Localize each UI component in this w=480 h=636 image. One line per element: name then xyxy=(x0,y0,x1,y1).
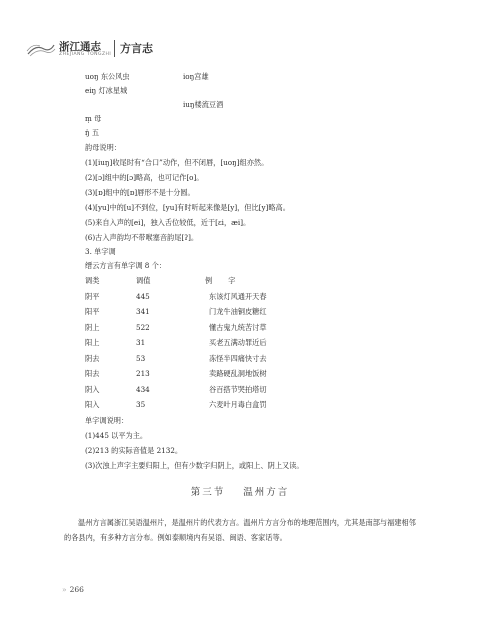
finals-note-item: (1)[iuŋ]收尾时有“合口”动作，但不闭唇，[uoŋ]组亦然。 xyxy=(85,158,269,167)
tone-value: 522 xyxy=(136,322,150,332)
final-row: m̩ 母 xyxy=(85,114,102,123)
tone-value: 35 xyxy=(136,400,146,409)
finals-note-item: (4)[yu]中的[u]不到位，[yu]有时听起来像是[y]，但比[y]略高。 xyxy=(85,203,290,212)
tone-name: 阳去 xyxy=(85,369,100,378)
tone-examples: 东该灯风通开天春 xyxy=(209,291,267,301)
tone-value: 53 xyxy=(136,353,146,363)
page-number xyxy=(62,585,84,594)
tone-examples: 卖路硬乱洞地饭树 xyxy=(209,369,267,378)
tones-notes-title: 单字调说明： xyxy=(85,416,129,425)
tones-intro: 缙云方言有单字调 8 个： xyxy=(85,261,167,270)
tone-value: 341 xyxy=(136,307,150,316)
tone-examples: 谷百搭节哭拍塔切 xyxy=(209,384,267,394)
final-row: ioŋ宫雄 xyxy=(183,72,209,81)
tone-examples: 门龙牛油铜皮糖红 xyxy=(209,307,267,316)
final-row: eiŋ 灯冰星城 xyxy=(85,86,128,95)
finals-note-item: (3)[ɒ]组中的[ɒ]唇形不是十分圆。 xyxy=(85,188,195,197)
page-marker-icon: » xyxy=(62,585,67,594)
finals-note-item: (6)古入声韵均不带喉塞音韵尾[ʔ]。 xyxy=(85,233,199,242)
final-row: uoŋ 东公风虫 xyxy=(85,72,130,81)
tones-note-item: (3)次浊上声字主要归阳上，但有少数字归阴上，或阳上、阴上又读。 xyxy=(85,461,304,470)
tone-name: 阳入 xyxy=(85,400,100,409)
tone-value: 213 xyxy=(136,369,150,378)
zhejiang-tongzhi-logo-icon xyxy=(26,40,56,58)
header-tone-value: 调值 xyxy=(136,276,151,285)
tone-examples: 六麦叶月毒白盒罚 xyxy=(209,400,267,409)
body-paragraph: 温州方言属浙江吴语温州片，是温州片的代表方言。温州片方言分布的地理范围内，尤其是南部与福建相邻的各县内，有多种方言分布。例如泰顺境内有吴语、闽语、客家话等。 xyxy=(64,518,416,542)
tones-note-item: (1)445 以平为主。 xyxy=(85,431,148,440)
finals-note-item: (2)[ɔ]组中的[ɔ]略高，也可记作[o]。 xyxy=(85,173,204,182)
tone-examples: 买老五满动罪近后 xyxy=(209,338,267,347)
section-heading-title: 温州方言 xyxy=(243,487,290,498)
section-title: 方言志 xyxy=(120,42,153,55)
header-divider xyxy=(114,40,115,57)
header-tone-name: 调类 xyxy=(85,276,100,285)
tone-name: 阳平 xyxy=(85,307,100,316)
final-row: iuŋ楼流豆酒 xyxy=(183,100,224,109)
tone-examples: 懂古鬼九统苦讨草 xyxy=(209,322,267,332)
logo-text: 浙江通志 xyxy=(59,41,101,53)
running-header xyxy=(26,38,466,64)
finals-notes-title: 韵母说明： xyxy=(85,143,121,152)
tone-name: 阴平 xyxy=(85,291,100,301)
tones-heading: 3. 单字调 xyxy=(85,247,116,256)
section-heading xyxy=(0,484,480,498)
tone-name: 阴去 xyxy=(85,353,100,363)
tone-value: 445 xyxy=(136,291,150,301)
tone-name: 阳上 xyxy=(85,338,100,347)
tone-name: 阴入 xyxy=(85,384,100,394)
final-row: ŋ̍ 五 xyxy=(85,128,100,137)
finals-note-item: (5)来自入声的[ei]，独入舌位较低，近于[ɛi，æi]。 xyxy=(85,218,251,227)
tone-examples: 冻怪半四痛快寸去 xyxy=(209,353,267,363)
tones-note-item: (2)213 的实际音值是 2132。 xyxy=(85,446,183,455)
section-number: 第三节 xyxy=(190,487,226,498)
tone-value: 434 xyxy=(136,384,150,394)
header-examples: 例字 xyxy=(205,276,252,285)
page-number-text: 266 xyxy=(69,585,84,594)
logo-subtitle: ZHEJIANG TONGZHI xyxy=(59,52,112,57)
tone-name: 阴上 xyxy=(85,322,100,332)
tone-value: 31 xyxy=(136,338,146,347)
